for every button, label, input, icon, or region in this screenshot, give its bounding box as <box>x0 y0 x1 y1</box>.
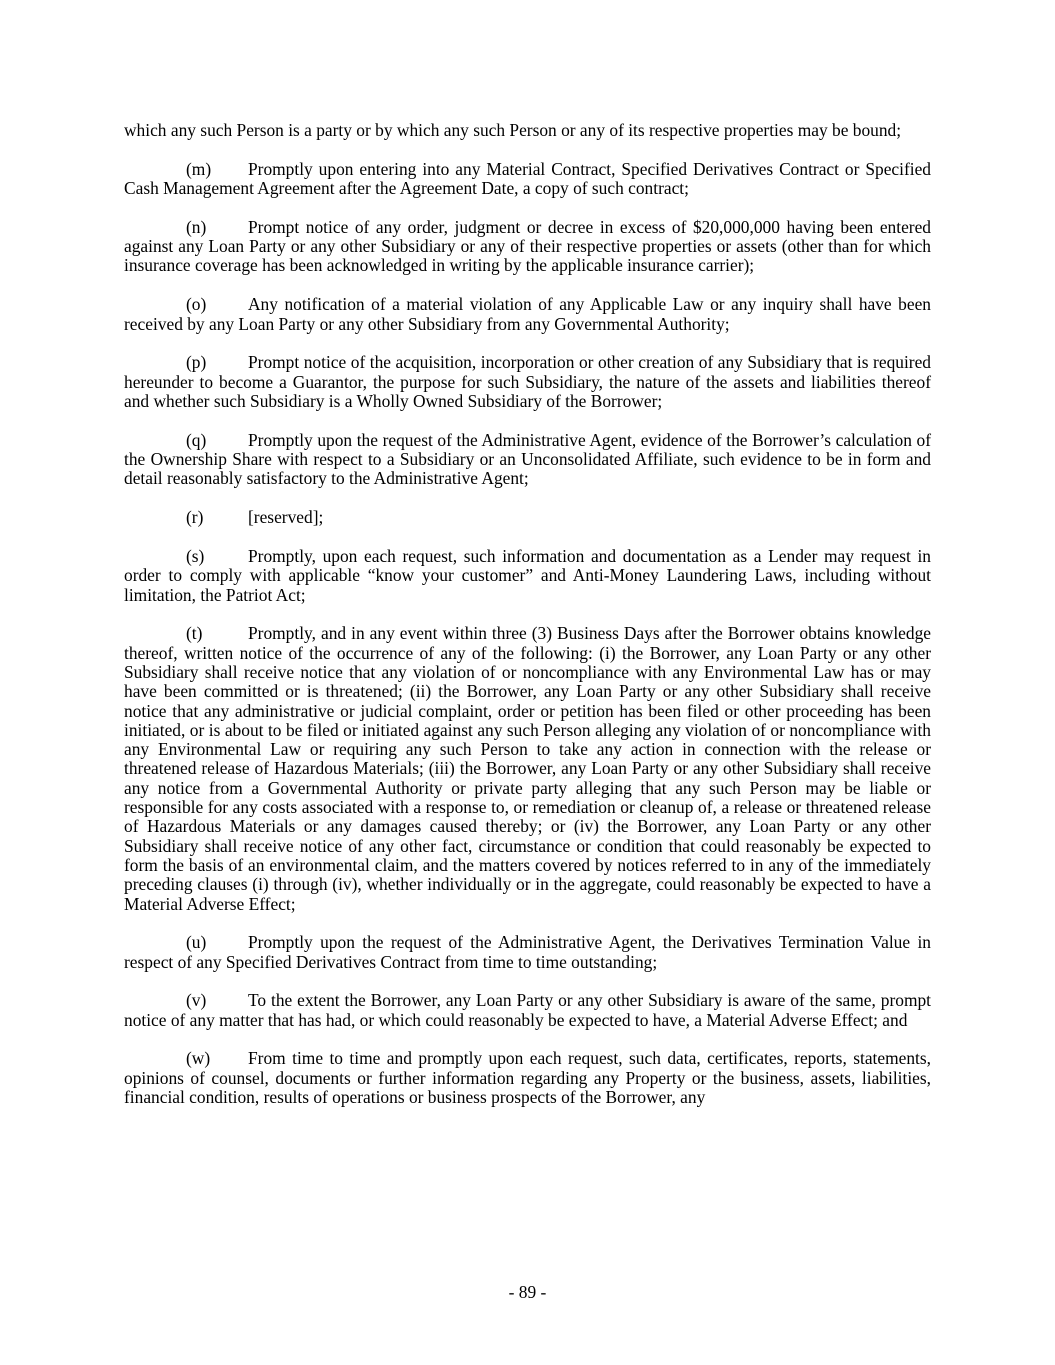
document-body <box>124 121 931 1127</box>
list-item-t <box>124 624 931 913</box>
item-text: Prompt notice of any order, judgment or decree in excess of $20,000,000 having been entered against any Loan Party or any other Subsidiary or any of their respective properties or assets (other than for which insurance coverage has been acknowledged in writing by the applicable insurance carrier); <box>124 216 931 276</box>
list-item-p <box>124 353 931 411</box>
item-text: Any notification of a material violation of any Applicable Law or any inquiry shall have been received by any Loan Party or any other Subsidiary from any Governmental Authority; <box>124 294 931 334</box>
list-item-w <box>124 1049 931 1107</box>
item-text: Promptly upon the request of the Administrative Agent, evidence of the Borrower’s calculation of the Ownership Share with respect to a Subsidiary or an Unconsolidated Affiliate, such evidence to be in form and detail reasonably satisfactory to the Administrative Agent; <box>124 429 931 489</box>
item-text: To the extent the Borrower, any Loan Party or any other Subsidiary is aware of the same, prompt notice of any matter that has had, or which could reasonably be expected to have, a Material Adverse Effect; and <box>124 990 931 1030</box>
page-number: - 89 - <box>508 1282 547 1302</box>
continuation-paragraph: which any such Person is a party or by which any such Person or any of its respective properties may be bound; <box>124 120 902 140</box>
list-item-r <box>124 508 931 527</box>
item-label: (w) <box>186 1048 211 1069</box>
item-text: Promptly upon the request of the Administrative Agent, the Derivatives Termination Value in respect of any Specified Derivatives Contract from time to time outstanding; <box>124 932 931 972</box>
item-label: (q) <box>186 429 207 450</box>
item-text: Promptly, upon each request, such information and documentation as a Lender may request in order to comply with applicable “know your customer” and Anti-Money Laundering Laws, including without limitation, the Patriot Act; <box>124 545 931 605</box>
list-item-q <box>124 431 931 489</box>
item-label: (m) <box>186 158 212 179</box>
item-label: (u) <box>186 932 207 953</box>
item-text: Promptly upon entering into any Material Contract, Specified Derivatives Contract or Specified Cash Management Agreement after the Agreement Date, a copy of such contract; <box>124 158 931 199</box>
item-text: From time to time and promptly upon each request, such data, certificates, reports, statements, opinions of counsel, documents or further information regarding any Property or the business, assets, liabilities, financial condition, results of operations or business prospects of the Borrower, any <box>124 1048 931 1108</box>
item-label: (v) <box>186 990 207 1011</box>
list-item-o <box>124 295 931 334</box>
item-text: [reserved]; <box>248 507 324 528</box>
list-item-s <box>124 547 931 605</box>
item-label: (t) <box>186 623 203 644</box>
list-item-u <box>124 933 931 972</box>
item-label: (p) <box>186 352 207 373</box>
item-label: (s) <box>186 545 205 566</box>
item-label: (r) <box>186 507 204 528</box>
item-text: Promptly, and in any event within three (3) Business Days after the Borrower obtains knowledge thereof, written notice of the occurrence of any of the following: (i) the Borrower, any Loan Party or any other Subsidiary shall receive notice that any violation of or noncompliance with any Environmental Law has or may have been committed or is threatened; (ii) the Borrower, any Loan Party or any other Subsidiary shall receive notice that any administrative or judicial complaint, order or petition has been filed or other proceeding has been initiated, or is about to be filed or initiated against any such Person alleging any violation of or noncompliance with any Environmental Law or requiring any such Person to take any action in connection with the release or threatened release of Hazardous Materials; (iii) the Borrower, any Loan Party or any other Subsidiary shall receive any notice from a Governmental Authority or private party alleging that any such Person may be liable or responsible for any costs associated with a response to, or remediation or cleanup of, a release or threatened release of Hazardous Materials or any damages caused thereby; or (iv) the Borrower, any Loan Party or any other Subsidiary shall receive notice of any other fact, circumstance or condition that could reasonably be expected to form the basis of an environmental claim, and the matters covered by notices referred to in any of the immediately preceding clauses (i) through (iv), whether individually or in the aggregate, could reasonably be expected to have a Material Adverse Effect; <box>124 623 931 914</box>
list-item-v <box>124 991 931 1030</box>
list-item-m <box>124 160 931 199</box>
item-label: (n) <box>186 216 207 237</box>
item-text: Prompt notice of the acquisition, incorporation or other creation of any Subsidiary that is required hereunder to become a Guarantor, the purpose for such Subsidiary, the nature of the assets and liabilities thereof and whether such Subsidiary is a Wholly Owned Subsidiary of the Borrower; <box>124 352 931 411</box>
list-item-n <box>124 218 931 276</box>
item-label: (o) <box>186 294 207 315</box>
